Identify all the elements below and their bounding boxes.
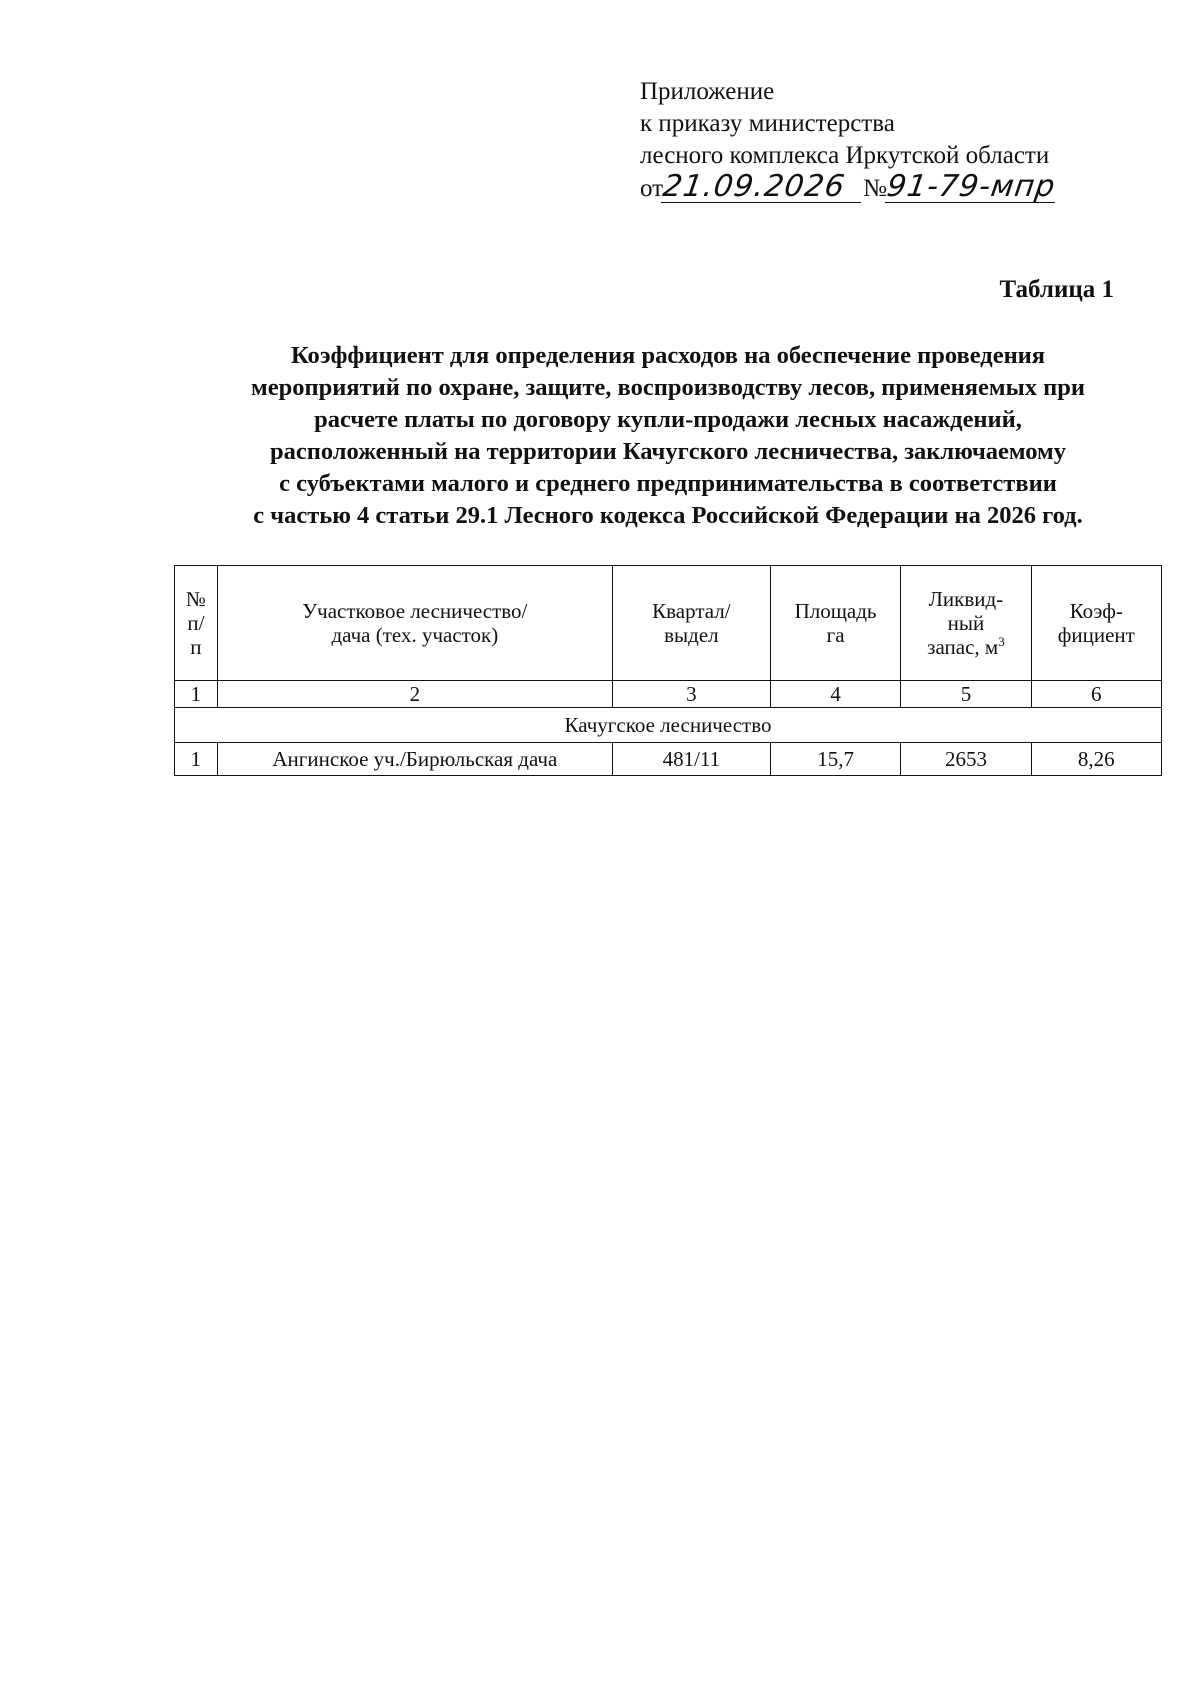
header-quarter [612,566,770,681]
column-number: 4 [770,681,900,708]
header-quarter-line: выдел [664,623,719,647]
row-num: 1 [175,743,218,776]
appendix-header [640,76,1057,205]
row-coefficient: 8,26 [1031,743,1161,776]
row-liquid-stock: 2653 [901,743,1031,776]
header-stock-superscript: 3 [998,634,1005,649]
handwritten-date: 21.09.2026 [661,172,865,203]
title-line: расчете платы по договору купли-продажи лесных насаждений, [314,406,1022,433]
date-prefix: от [640,175,664,202]
row-area-ha: 15,7 [770,743,900,776]
title-line: Коэффициент для определения расходов на обеспечение проведения [290,342,1046,369]
column-number: 2 [217,681,612,708]
column-number: 6 [1031,681,1161,708]
appendix-line-3: лесного комплекса Иркутской области [640,142,1050,169]
table-row [175,743,1162,776]
header-forestry-area [217,566,612,681]
row-forestry-area: Ангинское уч./Бирюльская дача [217,743,612,776]
header-stock-line: Ликвид- [928,587,1004,611]
title-line: с частью 4 статьи 29.1 Лесного кодекса Российской Федерации на 2026 год. [253,502,1083,529]
coefficient-table [174,565,1162,776]
title-line: расположенный на территории Качугского лесничества, заключаемому [270,438,1066,465]
header-area-line: дача (тех. участок) [331,623,499,647]
handwritten-order-number: 91-79-мпр [884,169,1058,204]
header-num [175,566,218,681]
order-date-number-line [640,169,1058,205]
section-title: Качугское лесничество [175,708,1162,743]
table-label: Таблица 1 [999,276,1114,303]
header-stock-line [905,635,1026,659]
header-area-line: Участковое лесничество/ [302,599,528,623]
table-header-row [175,566,1162,681]
header-quarter-line: Квартал/ [652,599,731,623]
header-coef-line: Коэф- [1069,599,1123,623]
header-stock-unit: запас, м [927,635,999,659]
appendix-line-2: к приказу министерства [640,110,895,137]
header-num-line: п/ [187,611,205,635]
title-line: мероприятий по охране, защите, воспроизводству лесов, применяемых при [251,374,1085,401]
column-number: 3 [612,681,770,708]
header-area-ha [770,566,900,681]
title-line: с субъектами малого и среднего предпринимательства в соответствии [279,470,1057,497]
header-stock-line: ный [947,611,985,635]
header-coefficient [1031,566,1161,681]
column-number: 5 [901,681,1031,708]
row-quarter: 481/11 [612,743,770,776]
appendix-line-1: Приложение [640,78,775,105]
header-liquid-stock [901,566,1031,681]
number-prefix: № [863,175,887,202]
header-coef-line: фициент [1057,623,1135,647]
section-row [175,708,1162,743]
header-square-line: Площадь [794,599,877,623]
column-number: 1 [175,681,218,708]
column-number-row [175,681,1162,708]
header-num-line: п [190,635,202,659]
header-square-line: га [826,623,845,647]
header-num-line: № [185,587,206,611]
document-title [170,340,1166,532]
